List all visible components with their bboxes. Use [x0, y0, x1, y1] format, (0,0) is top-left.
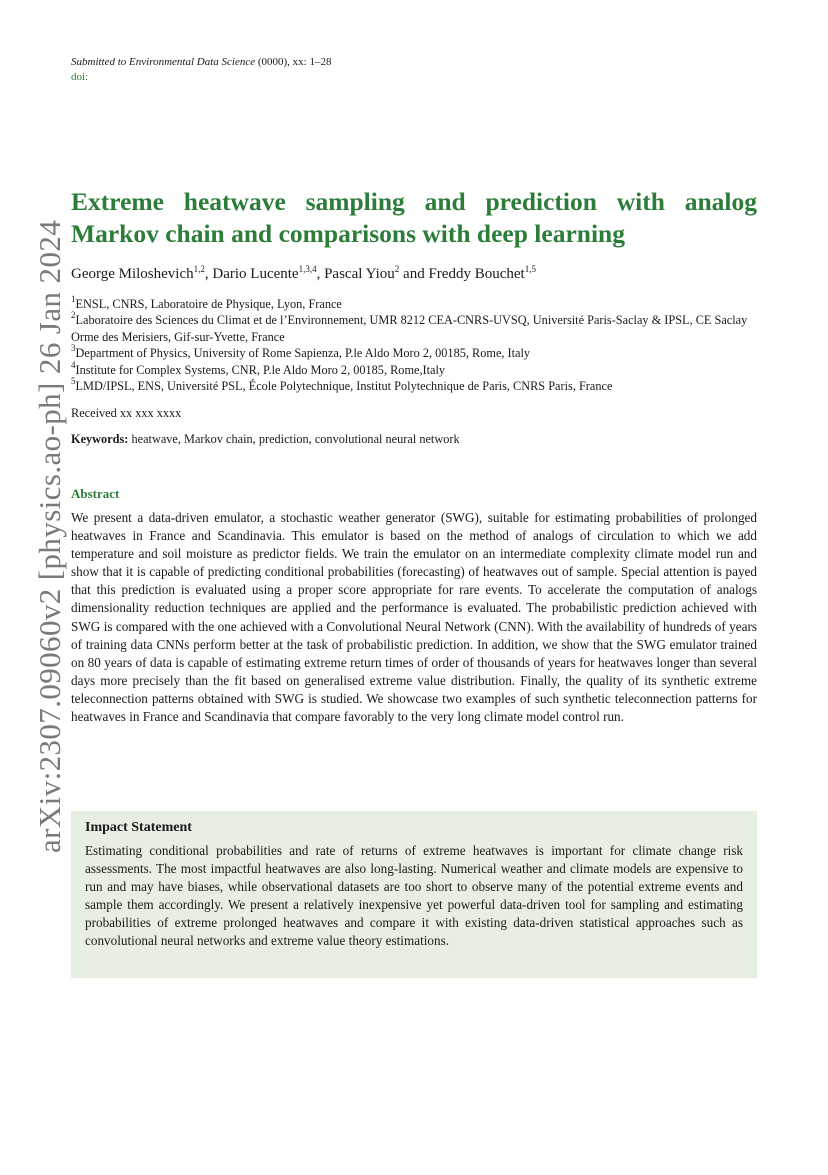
author-separator: , — [204, 266, 213, 282]
affiliation-item — [71, 345, 757, 361]
author-separator: , — [316, 266, 325, 282]
author-name: Pascal Yiou — [324, 266, 395, 282]
keywords-label: Keywords: — [71, 432, 129, 446]
keywords-text: heatwave, Markov chain, prediction, convolutional neural network — [128, 432, 460, 446]
affiliation-item — [71, 312, 757, 345]
keywords — [71, 432, 460, 447]
author-affil-sup: 1,2 — [193, 264, 205, 274]
impact-body: Estimating conditional probabilities and rate of returns of extreme heatwaves is important for climate change risk assessments. The most impactful heatwaves are also long-lasting. Numerical weather and climate models are expensive to run and may have biases, while observational datasets are too short to observe many of the potential extreme events and sample them accordingly. We present a relatively inexpensive yet powerful data-driven tool for sampling and estimating probabilities of extreme prolonged heatwaves and compare it with existing data-driven statistical approaches such as convolutional neural networks and extreme value theory estimations. — [85, 843, 743, 949]
affiliation-sup: 3 — [71, 343, 76, 354]
affiliation-text: Laboratoire des Sciences du Climat et de l’Environnement, UMR 8212 CEA-CNRS-UVSQ, Université Paris-Saclay & IPSL, CE Saclay Orme des Merisiers, Gif-sur-Yvette, France — [71, 313, 748, 344]
affiliation-text: Department of Physics, University of Rome Sapienza, P.le Aldo Moro 2, 00185, Rome, Italy — [75, 346, 531, 361]
paper-title — [71, 186, 757, 250]
title-line-2: Markov chain and comparisons with deep learning — [71, 219, 625, 248]
affiliation-list — [71, 296, 757, 394]
affiliation-item — [71, 378, 757, 394]
doi-link[interactable]: doi: — [71, 71, 89, 83]
affiliation-sup: 4 — [71, 359, 76, 370]
affiliation-text: Institute for Complex Systems, CNR, P.le Aldo Moro 2, 00185, Rome,Italy — [75, 362, 446, 377]
affiliation-sup: 2 — [71, 310, 76, 321]
author-name: George Miloshevich — [71, 266, 194, 282]
impact-statement-box — [71, 811, 757, 978]
author-name: Freddy Bouchet — [428, 266, 525, 282]
author-affil-sup: 2 — [394, 264, 400, 274]
journal-header — [71, 55, 332, 85]
arxiv-sidebar-stamp: arXiv:2307.09060v2 [physics.ao-ph] 26 Jan 2024 — [32, 219, 67, 853]
affiliation-text: LMD/IPSL, ENS, Université PSL, École Polytechnique, Institut Polytechnique de Paris, CNRS Paris, France — [75, 379, 613, 394]
journal-citation: (0000), xx: 1–28 — [255, 56, 332, 68]
author-affil-sup: 1,3,4 — [298, 264, 317, 274]
title-line-1: Extreme heatwave sampling and prediction with analog — [71, 187, 757, 216]
affiliation-sup: 5 — [71, 376, 76, 387]
affiliation-text: ENSL, CNRS, Laboratoire de Physique, Lyon, France — [75, 297, 342, 311]
author-separator: and — [399, 266, 429, 282]
abstract-heading: Abstract — [71, 486, 120, 501]
author-name: Dario Lucente — [212, 266, 299, 282]
abstract-body: We present a data-driven emulator, a stochastic weather generator (SWG), suitable for estimating probabilities of prolonged heatwaves in France and Scandinavia. This emulator is based on the method of analogs of circulation to which we add temperature and soil moisture as predictor fields. We train the emulator on an intermediate complexity climate model run and show that it is capable of predicting conditional probabilities (forecasting) of heatwaves out of sample. Special attention is payed that this prediction is evaluated using a proper score appropriate for rare events. To accelerate the computation of analogs dimensionality reduction techniques are applied and the performance is evaluated. The probabilistic prediction achieved with SWG is compared with the one achieved with a Convolutional Neural Network (CNN). With the availability of hundreds of years of training data CNNs perform better at the task of probabilistic prediction. In addition, we show that the SWG emulator trained on 80 years of data is capable of estimating extreme return times of order of thousands of years for heatwaves longer than several days more precisely than the fit based on generalised extreme value distribution. Finally, the quality of its synthetic extreme teleconnection patterns obtained with SWG is studied. We showcase two examples of such synthetic teleconnection patterns for heatwaves in France and Scandinavia that compare favorably to the very long climate model control run. — [71, 510, 757, 725]
affiliation-sup: 1 — [71, 294, 76, 304]
author-affil-sup: 1,5 — [524, 264, 536, 274]
author-list — [71, 264, 536, 284]
affiliation-item — [71, 359, 757, 378]
received-date: Received xx xxx xxxx — [71, 406, 182, 420]
impact-heading: Impact Statement — [85, 820, 192, 835]
journal-name: Submitted to Environmental Data Science — [71, 56, 256, 68]
affiliation-item — [71, 296, 757, 312]
